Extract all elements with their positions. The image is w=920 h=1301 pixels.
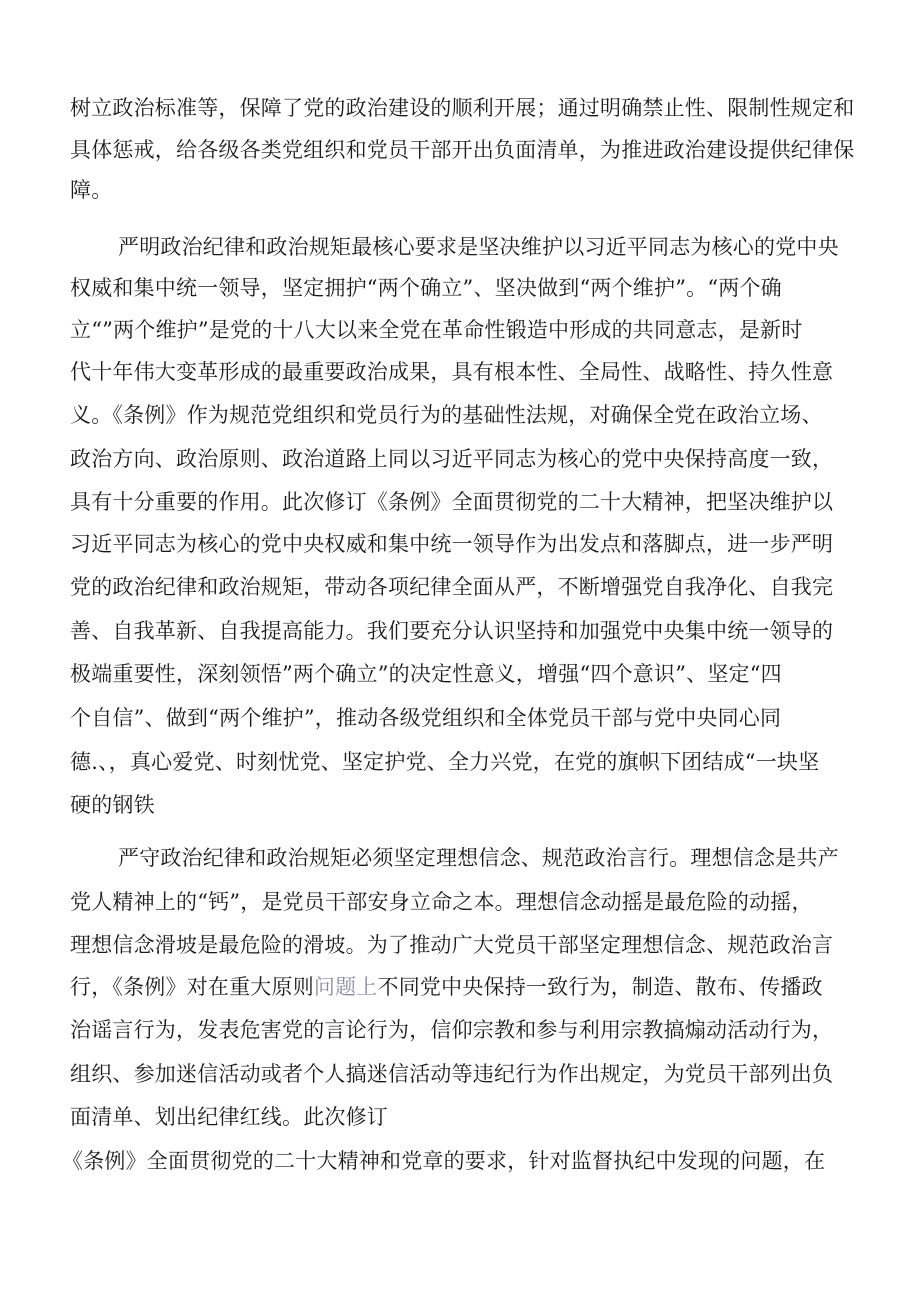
paragraph-2-line-3: 立“”两个维护”是党的十八大以来全党在革命性锻造中形成的共同意志，是新时 xyxy=(70,318,803,342)
paragraph-2-line-13: 德.、，真心爱党、时刻忧党、坚定护党、全力兴党，在党的旗帜下团结成“一块坚 xyxy=(70,750,820,774)
paragraph-3-line-4 xyxy=(0,969,920,1005)
paragraph-1-line-1: 树立政治标准等，保障了党的政治建设的顺利开展；通过明确禁止性、限制性规定和 xyxy=(70,96,855,120)
paragraph-2-line-7: 具有十分重要的作用。此次修订《条例》全面贯彻党的二十大精神，把坚决维护以 xyxy=(70,490,834,514)
paragraph-2-line-6: 政治方向、政治原则、政治道路上同以习近平同志为核心的党中央保持高度一致， xyxy=(70,447,834,471)
paragraph-3-line-6: 组织、参加迷信活动或者个人搞迷信活动等违纪行为作出规定，为党员干部列出负 xyxy=(70,1062,834,1086)
paragraph-3-line-8: 《条例》全面贯彻党的二十大精神和党章的要求，针对监督执纪中发现的问题，在 xyxy=(62,1149,826,1173)
faint-text: 问题上 xyxy=(313,975,378,999)
paragraph-3-line-1: 严守政治纪律和政治规矩必须坚定理想信念、规范政治言行。理想信念是共产 xyxy=(118,846,839,870)
paragraph-2-line-1: 严明政治纪律和政治规矩最核心要求是坚决维护以习近平同志为核心的党中央 xyxy=(118,235,839,259)
paragraph-3-line-5: 治谣言行为，发表危害党的言论行为，信仰宗教和参与利用宗教搞煽动活动行为， xyxy=(70,1018,834,1042)
paragraph-1-line-3: 障。 xyxy=(70,178,113,202)
paragraph-2-line-9: 党的政治纪律和政治规矩，带动各项纪律全面从严，不断增强党自我净化、自我完 xyxy=(70,575,834,599)
paragraph-2-line-2: 权威和集中统一领导，坚定拥护“两个确立”、坚决做到“两个维护”。“两个确 xyxy=(70,276,782,300)
paragraph-2-line-8: 习近平同志为核心的党中央权威和集中统一领导作为出发点和落脚点，进一步严明 xyxy=(70,532,834,556)
paragraph-2-line-4: 代十年伟大变革形成的最重要政治成果，具有根本性、全局性、战略性、持久性意 xyxy=(70,360,834,384)
paragraph-2-line-12: 个自信”、做到“两个维护”，推动各级党组织和全体党员干部与党中央同心同 xyxy=(70,706,782,730)
paragraph-2-line-11: 极端重要性，深刻领悟”两个确立”的决定性意义，增强“四个意识”、坚定“四 xyxy=(70,662,782,686)
line-text-before: 行，《条例》对在重大原则 xyxy=(70,975,314,999)
paragraph-3-line-2: 党人精神上的“钙”，是党员干部安身立命之本。理想信念动摇是最危险的动摇， xyxy=(70,890,813,914)
paragraph-3-line-7: 面清单、划出纪律红线。此次修订 xyxy=(70,1105,388,1129)
line-text-after: 不同党中央保持一致行为，制造、散布、传播政 xyxy=(377,975,823,999)
paragraph-2-line-5: 义。《条例》作为规范党组织和党员行为的基础性法规，对确保全党在政治立场、 xyxy=(70,403,823,427)
paragraph-3-line-3: 理想信念滑坡是最危险的滑坡。为了推动广大党员干部坚定理想信念、规范政治言 xyxy=(70,933,834,957)
paragraph-2-line-10: 善、自我革新、自我提高能力。我们要充分认识坚持和加强党中央集中统一领导的 xyxy=(70,619,834,643)
paragraph-1-line-2: 具体惩戒，给各级各类党组织和党员干部开出负面清单，为推进政治建设提供纪律保 xyxy=(70,138,855,162)
paragraph-2-line-14: 硬的钢铁 xyxy=(70,793,155,817)
